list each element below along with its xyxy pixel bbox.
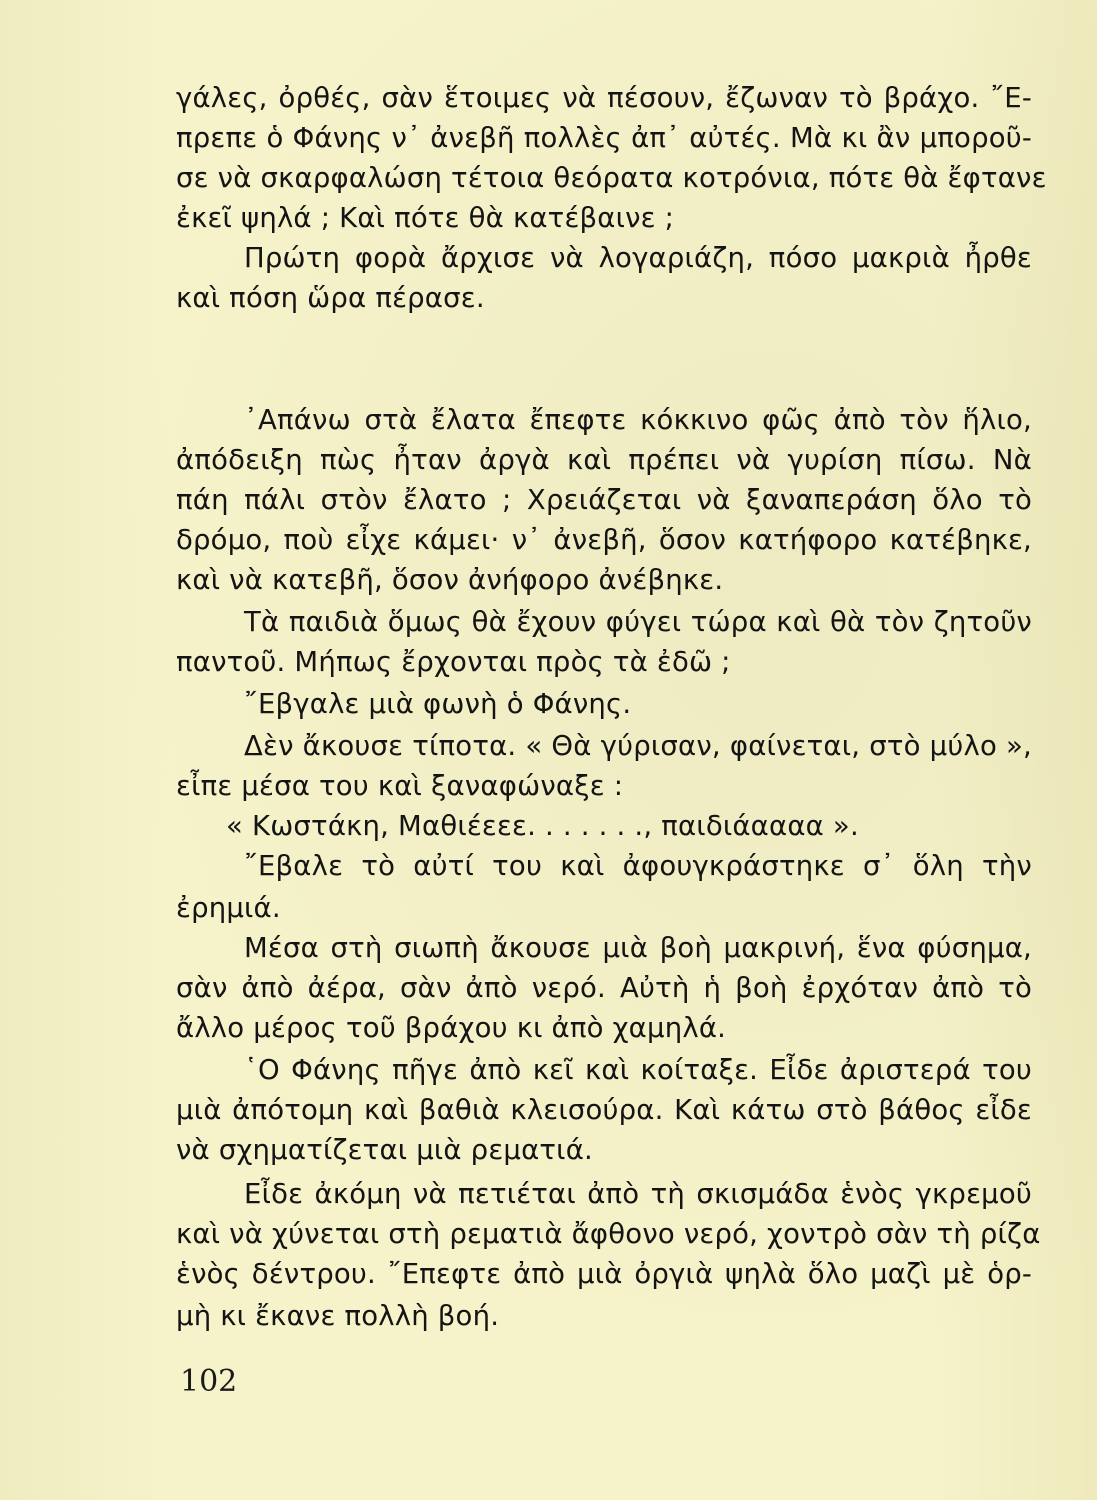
text-line: ἐκεῖ ψηλά ; Καὶ πότε θὰ κατέβαινε ;: [176, 202, 675, 234]
text-line: παντοῦ. Μήπως ἔρχονται πρὸς τὰ ἐδῶ ;: [176, 646, 731, 678]
text-line: μιὰ ἀπότομη καὶ βαθιὰ κλεισούρα. Καὶ κάτω στὸ βάθος εἶδε: [176, 1094, 1032, 1126]
text-line: εἶπε μέσα του καὶ ξαναφώναξε :: [176, 770, 624, 802]
text-line: ἐρημιά.: [176, 892, 281, 924]
text-line: Πρώτη φορὰ ἄρχισε νὰ λογαριάζη, πόσο μακριὰ ἦρθε: [244, 242, 1032, 274]
text-line: δρόμο, ποὺ εἶχε κάμει· ν᾿ ἀνεβῆ, ὅσον κατήφορο κατέβηκε,: [176, 524, 1032, 556]
text-line: Εἶδε ἀκόμη νὰ πετιέται ἀπὸ τὴ σκισμάδα ἑνὸς γκρεμοῦ: [244, 1178, 1032, 1210]
text-line: νὰ σχηματίζεται μιὰ ρεματιά.: [176, 1134, 593, 1166]
text-line: ἄλλο μέρος τοῦ βράχου κι ἀπὸ χαμηλά.: [176, 1012, 727, 1044]
text-line: σὰν ἀπὸ ἀέρα, σὰν ἀπὸ νερό. Αὐτὴ ἡ βοὴ ἐρχόταν ἀπὸ τὸ: [176, 972, 1032, 1004]
text-line: μὴ κι ἔκανε πολλὴ βοή.: [176, 1300, 500, 1332]
text-line: ᾿Απάνω στὰ ἔλατα ἔπεφτε κόκκινο φῶς ἀπὸ τὸν ἥλιο,: [244, 404, 1032, 436]
text-line: γάλες, ὀρθές, σὰν ἕτοιμες νὰ πέσουν, ἔζωναν τὸ βράχο. ῎Ε-: [176, 82, 1032, 114]
text-line: πάη πάλι στὸν ἔλατο ; Χρειάζεται νὰ ξαναπεράση ὅλο τὸ: [176, 484, 1032, 516]
text-line: Τὰ παιδιὰ ὅμως θὰ ἔχουν φύγει τώρα καὶ θὰ τὸν ζητοῦν: [244, 606, 1032, 638]
text-line: ῎Εβγαλε μιὰ φωνὴ ὁ Φάνης.: [244, 688, 632, 720]
text-line: ἑνὸς δέντρου. ῎Επεφτε ἀπὸ μιὰ ὀργιὰ ψηλὰ ὅλο μαζὶ μὲ ὁρ-: [176, 1258, 1032, 1290]
text-line: σε νὰ σκαρφαλώση τέτοια θεόρατα κοτρόνια, πότε θὰ ἔφτανε: [176, 162, 1047, 194]
text-line: Δὲν ἄκουσε τίποτα. « Θὰ γύρισαν, φαίνεται, στὸ μύλο »,: [244, 730, 1032, 762]
text-line: ῾Ο Φάνης πῆγε ἀπὸ κεῖ καὶ κοίταξε. Εἶδε ἀριστερά του: [244, 1054, 1032, 1086]
text-line: ῎Εβαλε τὸ αὐτί του καὶ ἀφουγκράστηκε σ᾿ ὅλη τὴν: [244, 850, 1032, 882]
text-line: πρεπε ὁ Φάνης ν᾿ ἀνεβῆ πολλὲς ἀπ᾿ αὐτές. Μὰ κι ἂν μποροῦ-: [176, 122, 1032, 154]
text-line: καὶ νὰ κατεβῆ, ὅσον ἀνήφορο ἀνέβηκε.: [176, 564, 724, 596]
text-line: Μέσα στὴ σιωπὴ ἄκουσε μιὰ βοὴ μακρινή, ἕνα φύσημα,: [244, 932, 1032, 964]
text-line: καὶ πόση ὥρα πέρασε.: [176, 282, 485, 314]
text-line: « Κωστάκη, Μαθιέεεε. . . . . . ., παιδιάαααα ».: [226, 810, 859, 842]
text-line: καὶ νὰ χύνεται στὴ ρεματιὰ ἄφθονο νερό, χοντρὸ σὰν τὴ ρίζα: [176, 1218, 1041, 1250]
page-number: 102: [180, 1364, 238, 1399]
text-line: ἀπόδειξη πὼς ἦταν ἀργὰ καὶ πρέπει νὰ γυρίση πίσω. Νὰ: [176, 444, 1032, 476]
